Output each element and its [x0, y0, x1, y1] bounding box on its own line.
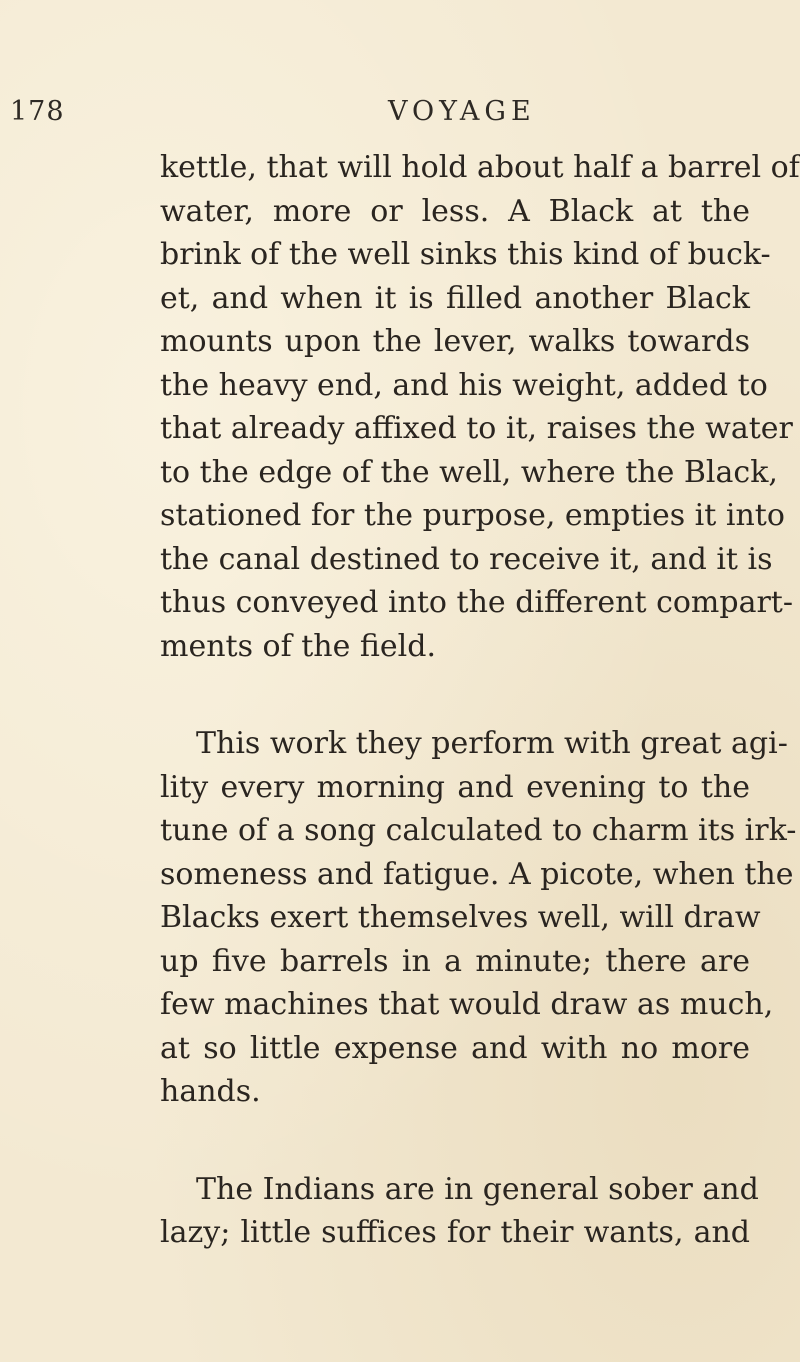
text-line: lity every morning and evening to the — [160, 769, 750, 805]
text-line: that already affixed to it, raises the water — [160, 411, 793, 446]
text-line: mounts upon the lever, walks towards — [160, 324, 750, 359]
text-line: water, more or less. A Black at the — [160, 193, 750, 229]
text-line: et, and when it is filled another Black — [160, 280, 750, 316]
running-head: VOYAGE — [388, 96, 536, 127]
paragraph-gap — [160, 1114, 750, 1168]
text-line: the canal destined to receive it, and it is — [160, 541, 773, 577]
text-line: hands. — [160, 1074, 261, 1109]
text-line: lazy; little suffices for their wants, and — [160, 1215, 750, 1250]
text-line: This work they perform with great agi- — [196, 726, 788, 761]
page-number: 178 — [10, 96, 65, 127]
text-line: The Indians are in general sober and — [196, 1171, 759, 1207]
paragraph — [160, 1168, 759, 1255]
paragraph — [160, 146, 800, 668]
text-line: at so little expense and with no more — [160, 1030, 750, 1066]
text-line: stationed for the purpose, empties it into — [160, 498, 785, 533]
text-line: ments of the field. — [160, 628, 436, 664]
paragraph-gap — [160, 668, 750, 722]
text-line: Blacks exert themselves well, will draw — [160, 900, 761, 935]
text-line: thus conveyed into the different compart- — [160, 585, 794, 620]
text-line: up five barrels in a minute; there are — [160, 943, 750, 979]
text-line: few machines that would draw as much, — [160, 987, 774, 1022]
paragraph — [160, 722, 797, 1114]
text-line: kettle, that will hold about half a barrel of — [160, 150, 800, 185]
text-line: the heavy end, and his weight, added to — [160, 367, 768, 403]
text-line: to the edge of the well, where the Black, — [160, 454, 778, 490]
text-line: tune of a song calculated to charm its irk- — [160, 813, 797, 848]
body-text — [160, 146, 800, 1255]
text-line: brink of the well sinks this kind of buck- — [160, 237, 771, 272]
text-line: someness and fatigue. A picote, when the — [160, 856, 794, 892]
